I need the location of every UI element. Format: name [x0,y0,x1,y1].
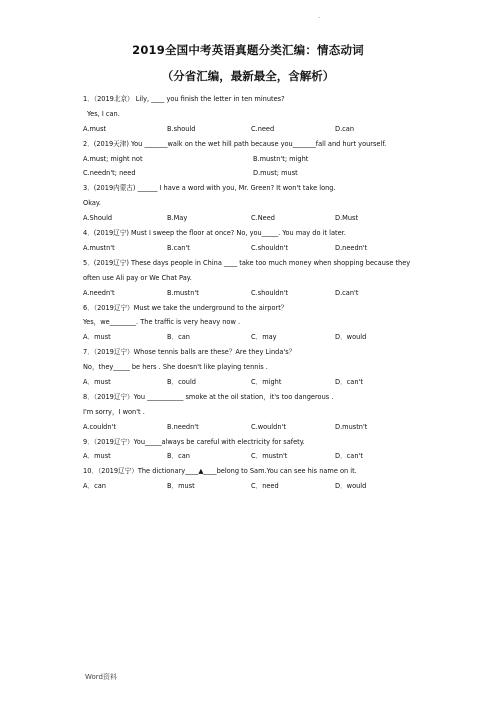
question-1-answer-line: Yes, I can. [87,109,120,118]
option-d: D.needn't [335,243,368,252]
question-8-stem: 8．（2019辽宁）You ___________ smoke at the oil station，it's too dangerous . [83,392,334,401]
document-title: 2019全国中考英语真题分类汇编：情态动词 [132,43,364,57]
option-c: C．mustn't [251,452,288,461]
option-a: A.couldn't [83,422,116,431]
option-b: B．must [167,482,195,491]
option-b: B.mustn't; might [253,154,309,163]
document-subtitle: （分省汇编，最新最全，含解析） [161,69,335,83]
question-2-stem: 2．(2019天津) You _______walk on the wet hill path because you_______fall and hurt yourself. [83,139,387,148]
option-d: D．would [335,482,367,491]
option-c: C．need [251,482,279,491]
question-8-options [83,420,423,435]
option-c: C.need [251,124,275,133]
option-b: B．can [167,452,190,461]
header-mark: - [318,14,321,21]
question-1-options [83,122,423,137]
option-a: A.Should [83,214,113,223]
question-5-options [83,286,423,301]
option-d: D．can't [335,377,363,386]
option-c: C.Need [251,214,275,223]
option-a: A.needn't [83,288,115,297]
option-a: A．can [83,482,106,491]
question-6-stem: 6．（2019辽宁）Must we take the underground to the airport？ [83,303,288,312]
question-8-answer-line: I'm sorry，I won't . [83,407,145,416]
question-3-stem: 3．(2019内蒙古) ______ I have a word with you, Mr. Green? It won't take long. [83,184,336,193]
option-a: A．must [83,452,111,461]
question-3-answer-line: Okay. [83,199,101,208]
option-d: D.mustn't [335,422,368,431]
option-d: D.can't [335,288,359,297]
question-2-options-row-1 [83,152,423,167]
option-d: D.Must [335,214,359,223]
option-c: C.shouldn't [251,288,289,297]
option-b: B．can [167,333,190,342]
question-10-options [83,479,423,494]
option-d: D.can [335,124,355,133]
page-footer: Word资料 [85,673,117,681]
option-c: C．may [251,333,277,342]
option-c: C.wouldn't [251,422,286,431]
option-d: D.must; must [253,169,298,178]
option-b: B.mustn't [167,288,199,297]
question-9-stem: 9．（2019辽宁）You_____always be careful with electricity for safety. [83,437,305,446]
option-b: B.can't [167,243,190,252]
question-4-stem: 4．(2019辽宁) Must I sweep the floor at once? No, you_____. You may do it later. [83,229,346,238]
option-a: A.must; might not [83,154,143,163]
option-b: B.should [167,124,196,133]
option-d: D．can't [335,452,363,461]
option-b: B.needn't [167,422,199,431]
question-list [83,92,423,494]
option-b: B.May [167,214,188,223]
question-3-options [83,211,423,226]
option-b: B．could [167,377,196,386]
option-c: C．might [251,377,282,386]
option-a: A.mustn't [83,243,115,252]
question-7-answer-line: No，they_____ be hers . She doesn't like playing tennis . [83,363,268,372]
option-a: A.must [83,124,107,133]
question-7-options [83,375,423,390]
question-7-stem: 7．（2019辽宁）Whose tennis balls are these？Are they Linda's？ [83,348,296,357]
option-a: A．must [83,377,111,386]
question-10-stem: 10．（2019辽宁）The dictionary____▲____belong to Sam.You can see his name on it. [83,467,357,476]
question-5-stem: 5．(2019辽宁) These days people in China ____ take too much money when shopping because they often use Ali pay or We Chat Pay. [83,258,411,282]
question-6-answer-line: Yes，we________. The traffic is very heavy now . [83,318,241,327]
option-a: A．must [83,333,111,342]
option-c: C.needn't; need [83,169,136,178]
question-9-options [83,449,423,464]
question-1-stem: 1．（2019北京） Lily, ____ you finish the letter in ten minutes? [83,95,285,103]
question-4-options [83,241,423,256]
question-6-options [83,330,423,345]
question-2-options-row-2 [83,166,423,181]
option-d: D．would [335,333,367,342]
option-c: C.shouldn't [251,243,289,252]
